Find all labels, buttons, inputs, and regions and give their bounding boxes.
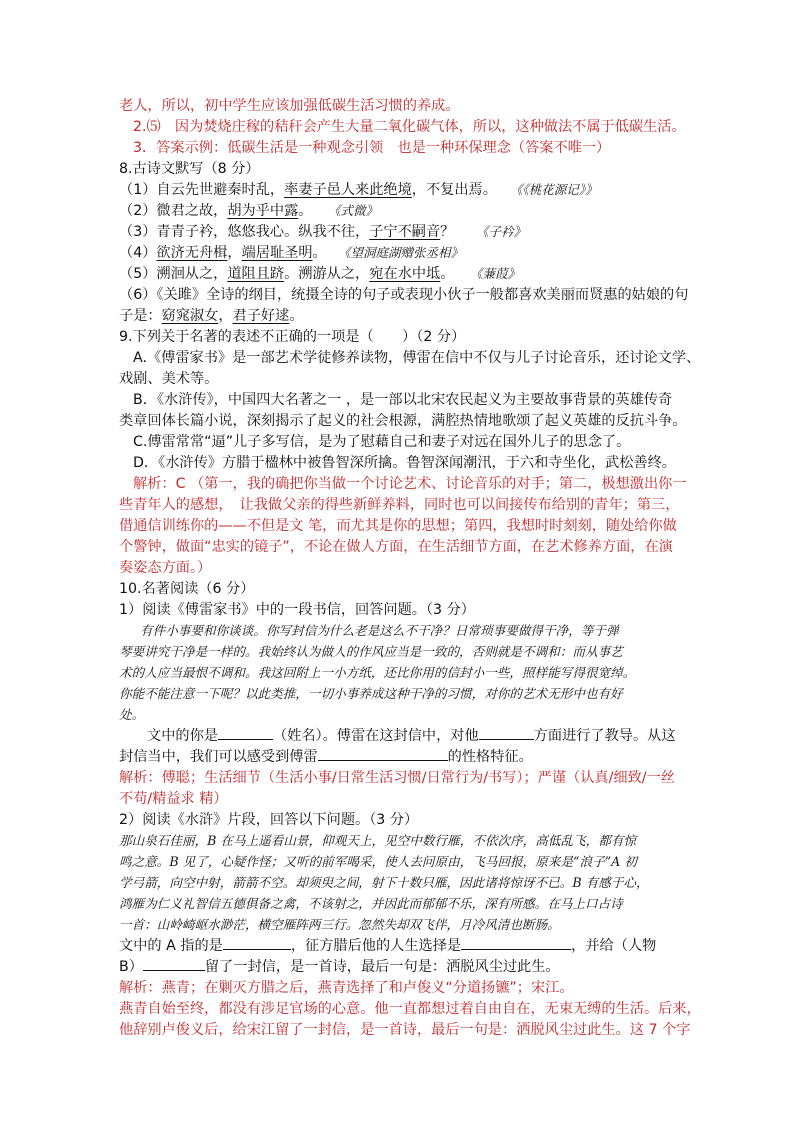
filled-answer: 宛在水中坻 <box>369 266 441 282</box>
answer-3: 3．答案示例：低碳生活是一种观念引领 也是一种环保理念（答案不唯一） <box>133 140 611 156</box>
letter-excerpt: 术的人应当最恨不调和。我这回附上一小方纸，还比你用的信封小一些，照样能写得很宽绰。 <box>119 665 636 680</box>
q8-title: 8.古诗文默写（8 分） <box>119 161 260 177</box>
q9-analysis: 解析：C （第一，我的确把你当做一个讨论艺术、讨论音乐的对手；第二，极想激出你一 <box>133 476 687 492</box>
shuihu-excerpt: 鸿雁为仁义礼智信五德俱备之禽，不该射之，并因此而郁郁不乐，深有所感。在马上口占诗 <box>119 896 623 911</box>
shuihu-excerpt: 那山泉石佳丽，B 在马上遥看山景，仰观天上，见空中数行雁，不依次序，高低乱飞，都有惊 <box>119 833 637 848</box>
q8-source-1: 《《桃花源记》》 <box>510 182 598 197</box>
q10-part2-analysis: 解析：燕青；在剿灭方腊之后，燕青选择了和卢俊义“分道扬镳”；宋江。 <box>119 980 574 996</box>
filled-answer: 君子好逑 <box>232 308 290 324</box>
q10-part2-question-cont: B） 留了一封信，是一首诗，最后一句是：洒脱风尘过此生。 <box>119 956 560 978</box>
q8-line-4: （4）欲济无舟楫，端居耻圣明。 <box>119 245 327 261</box>
shuihu-excerpt: 一首：山岭崎岖水渺茫，横空雁阵两三行。忽然失却双飞伴，月冷风清也断肠。 <box>119 917 560 932</box>
q9-analysis-cont: 奏姿态方面。） <box>119 560 212 576</box>
q9-option-a: A.《傅雷家书》是一部艺术学徒修养读物，傅雷在信中不仅与儿子讨论音乐，还讨论文学、 <box>133 350 701 366</box>
letter-excerpt: 有件小事要和你谈谈。你写封信为什么老是这么不干净？日常琐事要做得干净，等于弹 <box>140 623 619 638</box>
filled-answer: 胡为乎中露 <box>227 203 299 219</box>
q9-option-c: C.傅雷常常“逼”儿子多写信，是为了慰藉自己和妻子对远在国外儿子的思念了。 <box>133 434 631 450</box>
answer-blank[interactable] <box>143 956 205 971</box>
q9-option-a-cont: 戏剧、美术等。 <box>119 371 219 387</box>
letter-excerpt: 处。 <box>119 707 145 722</box>
q9-option-b: B．《水浒传》，中国四大名著之一 ，是一部以北宋农民起义为主要故事背景的英雄传奇 <box>133 392 673 408</box>
filled-answer: 欲济无舟楫 <box>156 245 228 261</box>
q8-source-5: 《蒹葭》 <box>470 266 521 281</box>
q8-line-6b: 子是：窈窕淑女，君子好逑。 <box>119 308 304 324</box>
answer-blank[interactable] <box>223 935 291 950</box>
q8-source-3: 《子衿》 <box>476 224 527 239</box>
answer-blank[interactable] <box>479 725 534 740</box>
answer-blank[interactable] <box>318 746 448 761</box>
q10-part2-analysis-cont: 燕青自始至终，都没有涉足官场的心意。他一直都想过着自由自在，无束无缚的生活。后来， <box>119 1001 701 1017</box>
q10-part2-analysis-cont: 他辞别卢俊义后，给宋江留了一封信，是一首诗，最后一句是：洒脱风尘过此生。这 7 个字 <box>119 1022 691 1038</box>
filled-answer: 子宁不嗣音 <box>369 224 441 240</box>
q8-line-3: （3）青青子衿，悠悠我心。纵我不往，子宁不嗣音？ <box>119 224 455 240</box>
letter-excerpt: 琴要讲究干净是一样的。我始终认为做人的作风应当是一致的，否则就是不调和：而从事艺 <box>119 644 623 659</box>
q8-source-2: 《式微》 <box>328 203 379 218</box>
filled-answer: 率妻子邑人来此绝境 <box>284 182 412 198</box>
q9-analysis-cont: 些青年人的感想， 让我做父亲的得些新鲜养料，同时也可以间接传布给别的青年；第三， <box>119 497 680 513</box>
q9-option-d: D．《水浒传》方腊于楹林中被鲁智深所擒。鲁智深闻潮汛，于六和寺坐化，武松善终。 <box>133 455 676 471</box>
q8-line-1: （1）自云先世避秦时乱，率妻子邑人来此绝境，不复出焉。 <box>119 182 497 198</box>
q10-part1-analysis-cont: 不苟/精益求 精） <box>119 791 228 807</box>
shuihu-excerpt: 学弓箭，向空中射，箭箭不空。却须臾之间，射下十数只雁，因此诸将惊讶不已。B 有感于心， <box>119 875 649 890</box>
answer-line: 老人，所以，初中学生应该加强低碳生活习惯的养成。 <box>119 98 460 114</box>
q10-part1-question-cont: 封信当中，我们可以感受到傅雷 的性格特征。 <box>119 746 533 768</box>
answer-blank[interactable] <box>218 725 273 740</box>
q8-line-5: （5）溯洄从之，道阻且跻。溯游从之，宛在水中坻。 <box>119 266 455 282</box>
q8-source-4: 《望洞庭湖赠张丞相》 <box>338 245 464 260</box>
shuihu-excerpt: 鸣之意。B 见了，心疑作怪；又听的前军喝采，使人去问原由，飞马回报，原来是“浪子”A 初 <box>119 854 637 869</box>
q10-part2-question: 文中的 A 指的是 ，征方腊后他的人生选择是 ，并给（人物 <box>119 935 656 957</box>
q9-analysis-cont: 借通信训练你的——不但是文 笔，而尤其是你的思想；第四，我想时时刻刻，随处给你做 <box>119 518 677 534</box>
filled-answer: 端居耻圣明 <box>241 245 313 261</box>
q10-part1-question: 文中的你是 （姓名）。傅雷在这封信中，对他 方面进行了教导。从这 <box>147 725 676 747</box>
q10-part2-title: 2）阅读《水浒》片段，回答以下问题。（3 分） <box>119 812 419 828</box>
q10-part1-title: 1）阅读《傅雷家书》中的一段书信，回答问题。（3 分） <box>119 602 475 618</box>
q9-analysis-cont: 个警钟，做面“忠实的镜子”，不论在做人方面，在生活细节方面，在艺术修养方面，在演 <box>119 539 673 555</box>
filled-answer: 道阻且跻 <box>227 266 285 282</box>
letter-excerpt: 你能不能注意一下呢？以此类推，一切小事养成这种干净的习惯，对你的艺术无形中也有好 <box>119 686 623 701</box>
q8-line-6: （6）《关雎》全诗的纲目，统摄全诗的句子或表现小伙子一般都喜欢美丽而贤惠的姑娘的句 <box>119 287 689 303</box>
q9-option-b-cont: 类章回体长篇小说，深刻揭示了起义的社会根源，满腔热情地歌颂了起义英雄的反抗斗争。 <box>119 413 687 429</box>
q10-part1-analysis: 解析：傅聪；生活细节（生活小事/日常生活习惯/日常行为/书写）；严谨（认真/细致/一丝 <box>119 770 675 786</box>
answer-blank[interactable] <box>461 935 571 950</box>
q8-line-2: （2）微君之故，胡为乎中露。 <box>119 203 313 219</box>
q10-title: 10.名著阅读（6 分） <box>119 581 255 597</box>
q9-title: 9.下列关于名著的表述不正确的一项是（ ）（2 分） <box>119 329 466 345</box>
filled-answer: 窈窕淑女 <box>161 308 219 324</box>
answer-2: 2.⑸ 因为焚烧庄稼的秸秆会产生大量二氧化碳气体，所以，这种做法不属于低碳生活。 <box>133 119 686 135</box>
